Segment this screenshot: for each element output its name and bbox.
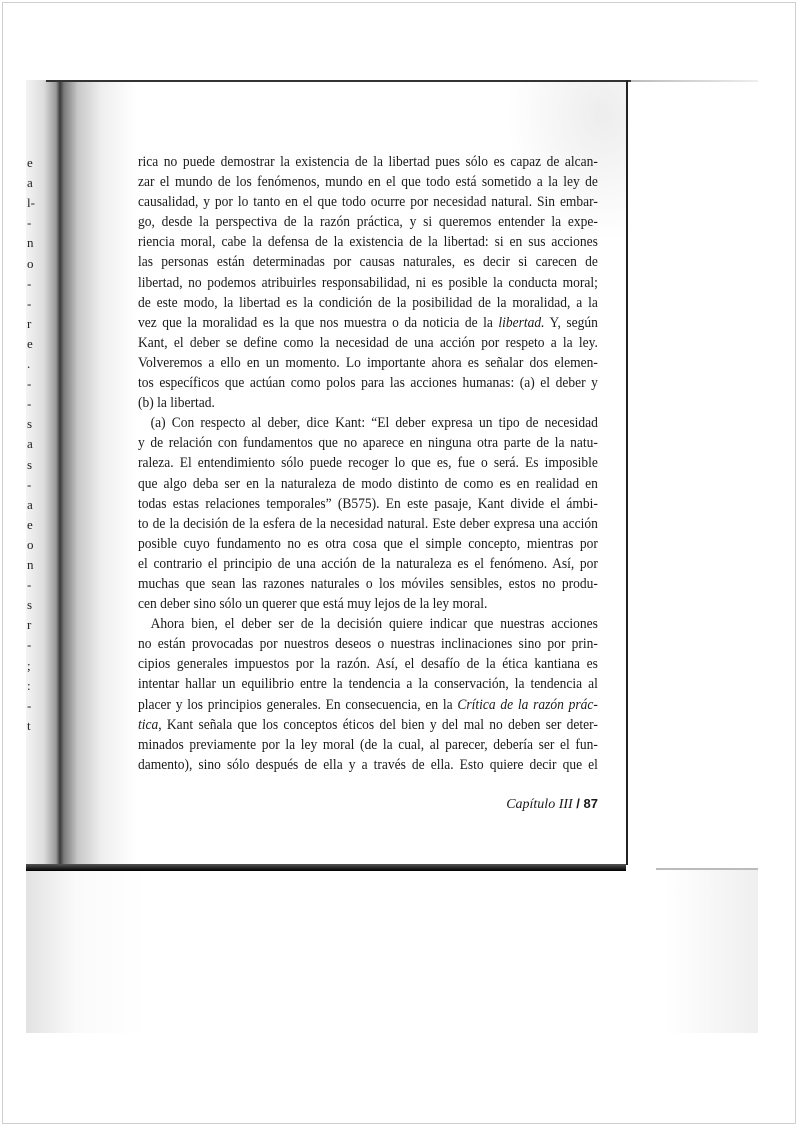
- text-run: raleza. El entendimiento sólo puede recoger lo que es, fue o será. Es imposible: [138, 455, 598, 472]
- text-line: [138, 313, 598, 333]
- text-run: que algo deba ser en la naturaleza de modo distinto de como es en realidad en: [138, 475, 598, 492]
- margin-fragment: s: [27, 456, 33, 472]
- margin-fragment: e: [27, 335, 33, 351]
- next-page-bottom-edge: [656, 868, 758, 870]
- body-text: [138, 152, 598, 775]
- text-line: [138, 373, 598, 393]
- text-run: de este modo, la libertad es la condición de la posibilidad de la moralidad, a la: [138, 294, 598, 311]
- margin-fragment: a: [27, 436, 33, 452]
- margin-fragment: -: [27, 697, 32, 713]
- text-run: libertad, no podemos atribuirles responsabilidad, ni es posible la conducta moral;: [138, 274, 598, 291]
- text-line: [138, 574, 598, 594]
- text-run: go, desde la perspectiva de la razón práctica, y si queremos entender la expe-: [138, 214, 598, 231]
- text-line: [138, 735, 598, 755]
- text-run: Volveremos a ello en un momento. Lo importante ahora es señalar dos elemen-: [138, 354, 598, 371]
- text-run: minados previamente por la ley moral (de la cual, al parecer, debería ser el fun-: [138, 736, 598, 753]
- margin-fragment: s: [27, 416, 33, 432]
- margin-fragment: -: [27, 376, 32, 392]
- margin-fragment: r: [27, 617, 32, 633]
- margin-fragment: a: [27, 496, 33, 512]
- text-line: [138, 474, 598, 494]
- text-line: [138, 413, 598, 433]
- text-line: [138, 232, 598, 252]
- text-run: tos específicos que actúan como polos para las acciones humanas: (a) el deber y: [138, 375, 598, 392]
- text-run: las personas están determinadas por causas naturales, es decir si carecen de: [138, 254, 598, 271]
- text-run: to de la decisión de la esfera de la necesidad natural. Este deber expresa una acción: [138, 515, 598, 532]
- margin-fragment: l-: [27, 195, 35, 211]
- page-top-edge: [46, 80, 649, 82]
- text-line: [138, 654, 598, 674]
- footer-separator: /: [572, 796, 584, 811]
- text-run: damento), sino sólo después de ella y a través de ella. Esto quiere decir que el: [138, 756, 598, 773]
- text-run: intentar hallar un equilibrio entre la tendencia a la conservación, la tendencia al: [138, 676, 598, 693]
- text-line: [138, 293, 598, 313]
- margin-fragment: :: [27, 677, 31, 693]
- page-bottom-edge: [26, 864, 626, 871]
- text-run: Kant, el deber se define como la necesidad de una acción por respeto a la ley.: [138, 334, 598, 351]
- margin-fragment: o: [27, 536, 34, 552]
- margin-fragment: -: [27, 637, 32, 653]
- text-run: vez que la moralidad es la que nos muestra o da noticia de la: [138, 314, 499, 331]
- text-line: [138, 273, 598, 293]
- running-footer: [506, 796, 598, 813]
- margin-fragment: e: [27, 516, 33, 532]
- margin-fragment: -: [27, 577, 32, 593]
- text-run: zar el mundo de los fenómenos, mundo en el que todo está sometido a la ley de: [138, 174, 598, 191]
- text-line: [138, 715, 598, 735]
- margin-fragment: -: [27, 295, 32, 311]
- text-run: causalidad, y por lo tanto en el que todo ocurre por necesidad natural. Sin embar-: [138, 194, 598, 211]
- text-run: todas estas relaciones temporales” (B575). En este pasaje, Kant divide el ámbi-: [138, 495, 598, 512]
- footer-chapter: Capítulo III: [506, 797, 573, 812]
- text-line: [138, 393, 598, 413]
- italic-text: tica: [138, 716, 159, 733]
- text-run: , Kant señala que los conceptos éticos del bien y del mal no deben ser deter-: [158, 716, 598, 733]
- text-run: no están provocadas por nuestros deseos o nuestras inclinaciones sino por prin-: [138, 636, 598, 653]
- margin-fragment: -: [27, 215, 32, 231]
- text-line: [138, 634, 598, 654]
- text-line: [138, 453, 598, 473]
- text-run: (a) Con respecto al deber, dice Kant: “El deber expresa un tipo de necesidad: [150, 415, 598, 432]
- page-number: 87: [583, 796, 598, 811]
- text-line: [138, 594, 598, 614]
- text-line: [138, 614, 598, 634]
- margin-fragment: t: [27, 717, 31, 733]
- text-line: [138, 212, 598, 232]
- margin-fragment: r: [27, 315, 32, 331]
- text-line: [138, 172, 598, 192]
- margin-fragment: o: [27, 255, 34, 271]
- text-line: [138, 494, 598, 514]
- text-run: riencia moral, cabe la defensa de la existencia de la libertad: si en sus acciones: [138, 234, 598, 251]
- margin-fragment: n: [27, 235, 34, 251]
- text-line: [138, 152, 598, 172]
- text-line: [138, 674, 598, 694]
- text-run: muchas que sean las razones naturales o los móviles sensibles, estos no produ-: [138, 575, 598, 592]
- margin-fragment: -: [27, 396, 32, 412]
- text-line: [138, 353, 598, 373]
- margin-fragment: -: [27, 476, 32, 492]
- text-line: [138, 252, 598, 272]
- text-run: cen deber sino sólo un querer que está muy lejos de la ley moral.: [138, 596, 488, 613]
- margin-fragment: n: [27, 557, 34, 572]
- text-run: (b) la libertad.: [138, 395, 215, 412]
- margin-fragment: ;: [27, 657, 31, 673]
- margin-fragment: -: [27, 275, 32, 291]
- next-page-top-edge: [631, 80, 758, 82]
- text-run: el contrario el principio de una acción de la naturaleza es el fenómeno. Así, por: [138, 555, 598, 572]
- text-line: [138, 514, 598, 534]
- text-line: [138, 554, 598, 574]
- italic-text: libertad.: [498, 314, 545, 331]
- lower-scan-area: [26, 870, 758, 1033]
- text-run: rica no puede demostrar la existencia de la libertad pues sólo es capaz de alcan-: [138, 154, 598, 170]
- text-run: posible cuyo fundamento no es otra cosa que el simple concepto, mientras por: [138, 535, 598, 552]
- text-line: [138, 333, 598, 353]
- text-line: [138, 192, 598, 212]
- page-right-edge: [626, 80, 628, 865]
- text-run: Y, según: [544, 314, 598, 331]
- text-line: [138, 755, 598, 775]
- margin-fragment: e: [27, 155, 33, 170]
- margin-fragment: .: [27, 356, 31, 371]
- text-run: placer y los principios generales. En consecuencia, en la: [138, 696, 458, 713]
- margin-fragment: s: [27, 597, 33, 613]
- text-line: [138, 534, 598, 554]
- text-run: y de relación con fundamentos que no aparece en ninguna otra parte de la natu-: [138, 435, 598, 452]
- italic-text: Crítica de la razón prác-: [457, 696, 598, 713]
- text-line: [138, 695, 598, 715]
- text-run: Ahora bien, el deber ser de la decisión quiere indicar que nuestras acciones: [150, 616, 598, 633]
- margin-fragment: a: [27, 175, 33, 191]
- text-run: cipios generales impuestos por la razón. Así, el desafío de la ética kantiana es: [138, 656, 598, 673]
- text-line: [138, 433, 598, 453]
